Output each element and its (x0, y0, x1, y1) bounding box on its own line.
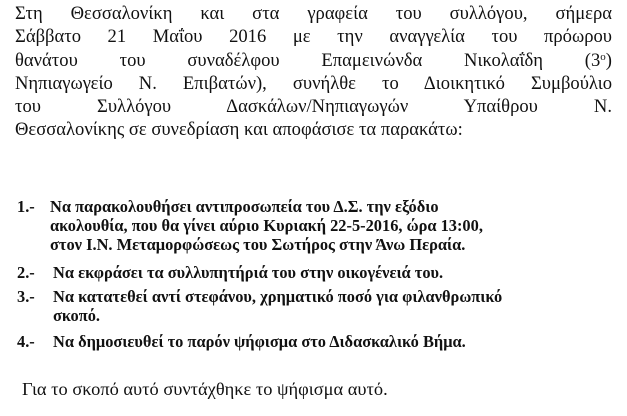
item-number: 3.- (17, 287, 35, 306)
item-text (53, 332, 466, 351)
intro-line-3-text: θανάτου του συναδέλφου Επαμεινώνδα Νικολαΐδη (3 (15, 49, 601, 71)
intro-line-6: Θεσσαλονίκης σε συνεδρίαση και αποφάσισε τα παρακάτω: (15, 119, 463, 141)
intro-line-1: Στη Θεσσαλονίκη και στα γραφεία του συλλόγου, σήμερα (15, 3, 612, 24)
item-line: ακολουθία, που θα γίνει αύριο Κυριακή 22-5-2016, ώρα 13:00, (50, 216, 483, 236)
item-line: Να παρακολουθήσει αντιπροσωπεία του Δ.Σ. την εξόδιο (50, 197, 439, 216)
intro-line-4: Νηπιαγωγείο Ν. Επιβατών), συνήλθε το Διοικητικό Συμβούλιο (15, 72, 612, 94)
intro-paragraph (15, 2, 612, 142)
closing-sentence: Για το σκοπό αυτό συντάχθηκε το ψήφισμα αυτό. (22, 379, 388, 399)
item-line: Να κατατεθεί αντί στεφάνου, χρηματικό ποσό για φιλανθρωπικό (53, 287, 503, 306)
item-line: σκοπό. (53, 306, 101, 326)
item-number: 1.- (17, 197, 35, 216)
item-number: 2.- (17, 263, 35, 282)
item-line: στον Ι.Ν. Μεταμορφώσεως του Σωτήρος στην Άνω Περαία. (50, 235, 466, 255)
ordinal-superscript: ο (600, 50, 606, 63)
intro-line-3-close: ) (605, 49, 612, 71)
item-number: 4.- (17, 332, 35, 351)
item-text (53, 263, 443, 282)
item-line: Να δημοσιευθεί το παρόν ψήφισμα στο Διδασκαλικό Βήμα. (53, 332, 466, 351)
intro-line-3 (15, 49, 612, 72)
item-line: Να εκφράσει τα συλλυπητήριά του στην οικογένειά του. (53, 263, 444, 282)
intro-line-2: Σάββατο 21 Μαΐου 2016 με την αναγγελία του πρόωρου (15, 26, 612, 48)
item-text (53, 287, 502, 325)
item-text (50, 197, 483, 255)
intro-line-5: του Συλλόγου Δασκάλων/Νηπιαγωγών Υπαίθρου Ν. (15, 96, 612, 118)
